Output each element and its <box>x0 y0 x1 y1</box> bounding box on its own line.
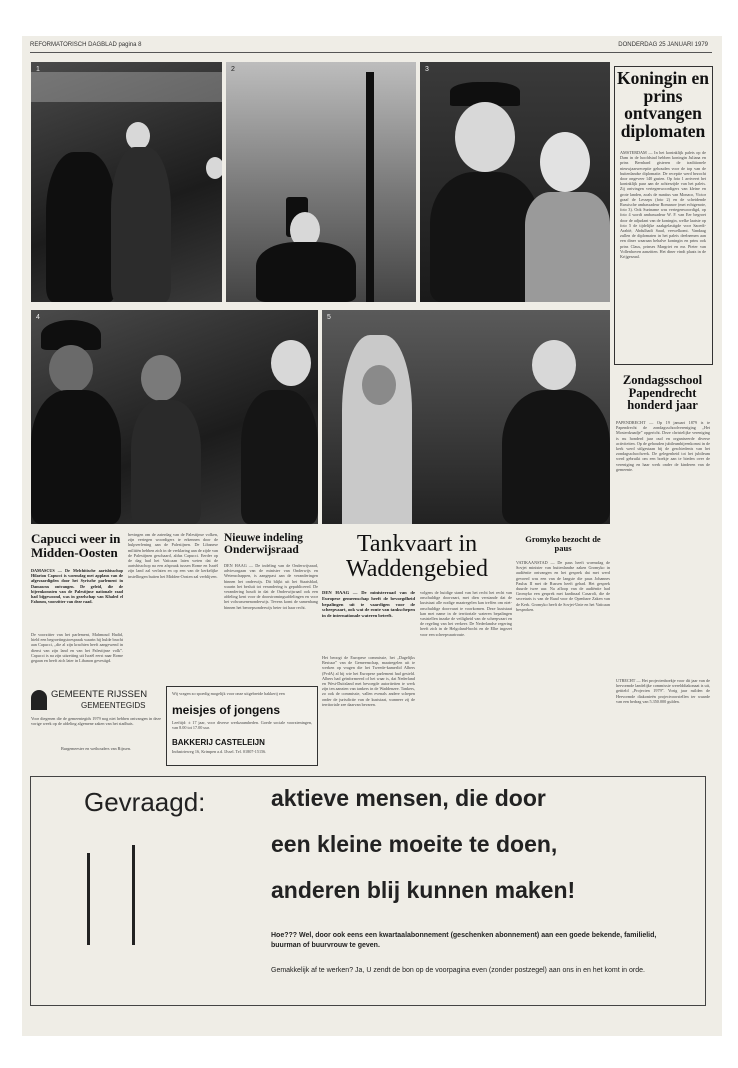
rijssen-body: Voor diegenen die de gemeentegids 1979 nog niet hebben ontvangen in deze vorige week op de afdeling algemene zaken van het stadhuis. <box>31 716 161 727</box>
sidebar-utrecht-body: UTRECHT — Het projectenboekje voor dit jaar van de hervormde landelijke commissie werelddiakonaat is uit, getiteld „Projecten 1979”. Vorig jaar ruilden de Hervormde diakonieën projectvoorstellen ter waarde van een bedrag van 5.350.000 gulden. <box>616 678 710 704</box>
photo-russian-ambassador: 3 <box>420 62 610 302</box>
bakkerij-name: BAKKERIJ CASTELEIJN <box>172 738 265 747</box>
tankvaart-body: Het beoogt de Europese commissie, het „Dagelijks Bestuur” van de Gemeenschap, maatregelen uit te werken op vragen die het Tweede-kamerlid Albers (PvdA) al bij wie het Europese parlement had gesteld. Albers had geïnformeerd of het waar is, dat Nederland en West-Duitsland met bevoegde autoriteiten te werk zijn ten aanzien van tankers in de Waddenzee. Tankers, zo ook de commissie, vallen evenals andere schepen onder de jurisdictie van de kuststaat, wanneer zij de territoriale zee daarvan bevaren. <box>322 655 415 707</box>
capucci-body-continued: bevingen om de zaterdag van de Palestijnse volken, zijn vertegen woordigers te erkennen door de hulpverlening aan de Palestijnen. De Libanese militiën hebben zich in de verklaring aan de zijde van de Palestijnen geschaard, aldus Capucci. Eerder op de dag had het Vaticaan laten weten dat de aartsbisschop na een afspraak tussen Rome en Israël zijn land zal verlaten en op een van de kerkelijke instellingen buiten het Midden-Oosten zal verblijven. <box>128 532 218 579</box>
tankvaart-lead: DEN HAAG — De ministerraad van de Europese gemeenschap heeft de bevoegdheid bepalingen uit te vaardigen voor de scheepvaart, ook wat de route van tankschepen in de internationale wateren betreft. <box>322 590 415 619</box>
sidebar-diplomaten-body: AMSTERDAM — In het koninklijk paleis op de Dam in de hoofdstad hebben koningin Juliana en prins Bernhard gisteren de traditionele nieuwjaarsreceptie gehouden voor de top van de buitenlandse diplomatie. De receptie werd bezocht door ongeveer 140 gasten. Op foto 1 arriveert het koninklijk paar aan de achterzijde van het paleis. Zij ontvingen vertegenwoordigers van kleine en grote landen, zoals de nuntius van Monaco, Victor graaf de Lesseps (foto 2) en de scheidende Russische ambassadeur Romanov (met echtgenote, foto 3). Ook Suriname was vertegenwoordigd, op foto 4 wordt ambassadeur W. F. van Eer begroet door de adjudant van de koningin, welke laatste op foto 5 de tijdelijke zaakgelastigde voor Saoedi-Arabië, Abdulhadi Saad, verwelkomt. Vandaag zullen de diplomaten in het paleis deelnemen aan een diner waaraan behalve koningin en prins ook prins Claus, prinses Margriet en mr. Pieter van Vollenhoven aanzitten. Het diner vindt plaats in de Krijgerzaal. <box>620 150 706 260</box>
capucci-lead: DAMASCUS — De Melchitische aartsbisschop Hilarion Capucci is woensdag met applaus van de afgevaardigden door het Syrische parlement in Damascus ontvangen. De geleid, die de bijeenkomsten van de Palestijnse nationale raad had bijgewoond, was in gezelschap van Khaled el Fahoum, voorzitter van deze raad. <box>31 568 123 605</box>
gevraagd-foot: Gemakkelijk af te werken? Ja, U zendt de bon op de voorpagina even (zonder postzegel) aan ons in en het komt in orde. <box>271 967 645 974</box>
gevraagd-line3: anderen blij kunnen maken! <box>271 877 576 903</box>
onderwijs-headline: Nieuwe indeling Onderwijsraad <box>224 532 303 557</box>
ad-bakkerij-casteleijn <box>166 686 318 766</box>
page-header-left: REFORMATORISCH DAGBLAD pagina 8 <box>30 42 142 48</box>
page-header-right: DONDERDAG 25 JANUARI 1979 <box>618 42 708 48</box>
gevraagd-lead: Gevraagd: <box>84 787 206 817</box>
gevraagd-sub: Hoe??? Wel, door ook eens een kwartaalabonnement (geschenken abonnement) aan een goede bekende, familielid, buurman of buurvrouw te geven. <box>271 932 657 949</box>
bakkerij-address: Industrieweg 16, Krimpen a.d. IJssel. Tel. 01807-15156. <box>172 749 267 754</box>
gromyko-headline: Gromyko bezocht de paus <box>525 534 601 553</box>
header-rule <box>30 52 712 53</box>
photo-nuntius: 2 <box>226 62 416 302</box>
sidebar-diplomaten-title: Koningin en prins ontvangen diplomaten <box>617 68 709 141</box>
sidebar-zondagsschool-title: Zondagsschool Papendrecht honderd jaar <box>622 373 703 412</box>
gromyko-body: VATIKAANSTAD — De paus heeft woensdag de Sovjet minister van buitenlandse zaken Gromyko in audiëntie ontvangen en het gesprek dat met werd gevoerd was een van de langste die paus Johannes Paulus II met de Russen heeft gehad. Het gesprek duurde twee uur. Na afloop van de audiëntie had Gromyko een gesprek met kardinaal Casaroli, die de secretaris is van de Raad voor de Openbare Zaken van de Kerk. Gromyko heeft de Sovjet-Unie en het Vaticaan besproken. <box>516 560 610 612</box>
capucci-headline: Capucci weer in Midden-Oosten <box>31 531 121 560</box>
ad-gemeente-rijssen <box>31 686 161 764</box>
photo-royal-couple: 1 <box>31 62 222 302</box>
ad-gevraagd <box>30 776 706 1006</box>
capucci-body: De voorzitter van het parlement, Mahmoud Hadid, hield een begroetingstoespraak waarin hij hulde bracht aan Capucci, „die al zijn krachten heeft aangewend in dienst van zijn land en van het Palestijnse volk”. Capucci is na zijn uitzetting uit Israël eerst naar Rome gegaan en heeft zich later in Libanon gevestigd. <box>31 632 123 664</box>
onderwijs-body: DEN HAAG — De indeling van de Onderwijsraad, adviesorgaan van de minister van Onderwijs en Wetenschappen, is aangepast aan de veranderingen binnen het onderwijs. Dit blijkt uit het Staatsblad, waarin het besluit tot verandering is gepubliceerd. De verandering houdt in dat de Onderwijsraad ook een afdeling kent voor de doorstromingsafdelingen en voor het volwassenenonderwijs. Tevens komt de samenhang binnen het beroepsonderwijs beter tot haar recht. <box>224 563 318 610</box>
rijssen-sub: GEMEENTEGIDS <box>81 701 146 710</box>
photo-surinam-ambassador: 4 <box>31 310 318 524</box>
tankvaart-headline: Tankvaart in Waddengebied <box>345 531 488 583</box>
rijssen-name: GEMEENTE RIJSSEN <box>51 689 148 700</box>
gevraagd-line2: een kleine moeite te doen, <box>271 831 558 857</box>
bakkerij-title: meisjes of jongens <box>172 703 281 717</box>
decorative-bar-right <box>132 845 135 945</box>
decorative-bar-left <box>87 853 90 945</box>
bakkerij-detail: Leeftijd: ± 17 jaar, voor diverse werkzaamheden. Goede sociale voorzieningen, van 8.00 tot 17.00 uur. <box>172 720 312 731</box>
bakkerij-intro: Wij vragen zo spoedig mogelijk voor onze uitgebreide bakkerij een <box>172 691 285 696</box>
sidebar-zondagsschool-body: PAPENDRECHT — Op 19 januari 1879 is te Papendrecht de zondagsschoolvereniging „Het Mosterdzaadje” opgericht. Deze christelijke vereniging is nu honderd jaar oud en organiseerde diverse activiteiten. Op de gehouden jubileumbijeenkomst in de kerk werd stilgestaan bij de geschiedenis van het zondagsschoolwerk. De gelegenheid tot het jubileum werd gebruikt om een boekje aan te bieden over de vereniging en haar werk onder de kinderen van de gemeente. <box>616 420 710 472</box>
photo-saudi-diplomat: 5 <box>322 310 610 524</box>
rijssen-sign: Burgemeester en wethouders van Rijssen. <box>61 746 132 751</box>
tankvaart-body-continued: volgens de huidige stand van het recht het recht van onschuldige doorvaart, met dien verstande dat de kuststaat alle nodige maatregelen kan treffen om niet-onschuldige doorvaart te voorkomen. Deze kuststaat kan met name in de territoriale wateren bepalingen vaststellen inzake de veiligheid van de scheepvaart en de regeling van het verkeer. De Nederlandse regering heeft zich in de Helgoland-bocht en de Elbe ingezet voor een scheepvaartroute. <box>420 590 512 637</box>
gevraagd-line1: aktieve mensen, die door <box>271 785 546 811</box>
rijssen-logo-icon <box>31 690 47 710</box>
